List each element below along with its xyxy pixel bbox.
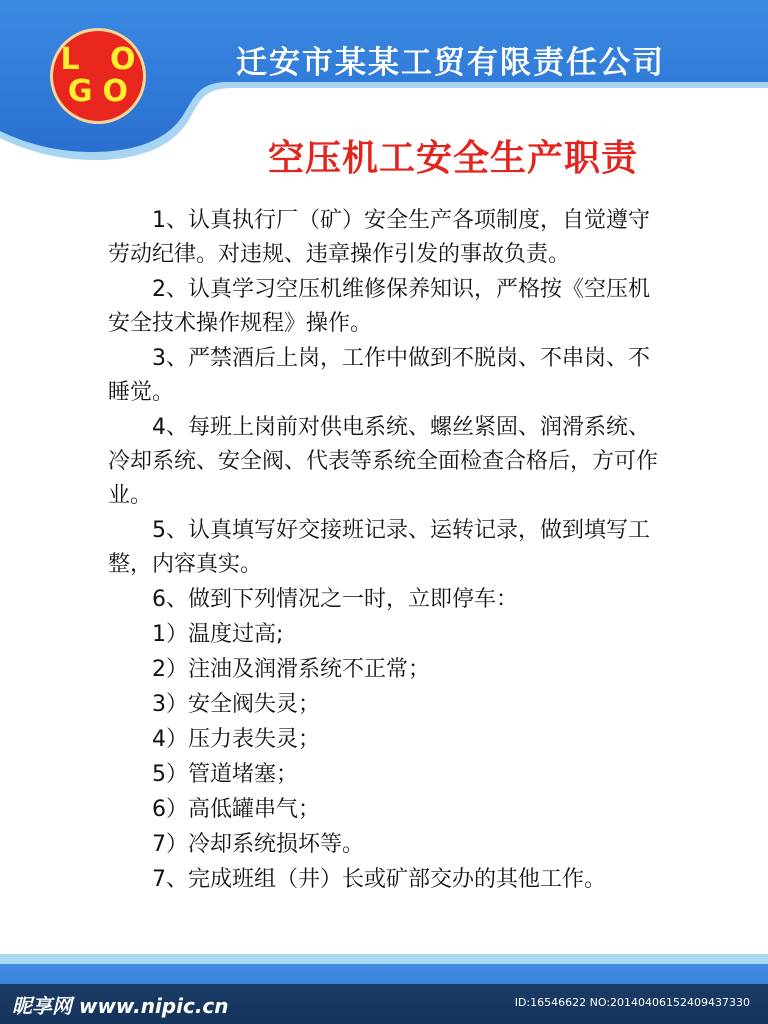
paragraph-4: 4、每班上岗前对供电系统、螺丝紧固、润滑系统、冷却系统、安全阀、代表等系统全面检查合格后，方可作业。 — [108, 415, 659, 508]
sub-item-7: 7）冷却系统损坏等。 — [152, 832, 364, 857]
document-title: 空压机工安全生产职责 — [268, 138, 639, 179]
paragraph-6: 6、做到下列情况之一时，立即停车： — [152, 587, 518, 612]
footer-light-band — [0, 954, 768, 964]
logo-text-line2: GO — [67, 74, 139, 109]
sub-item-5: 5）管道堵塞； — [152, 762, 298, 787]
paragraph-1: 1、认真执行厂（矿）安全生产各项制度，自觉遵守劳动纪律。对违规、违章操作引发的事故负责。 — [108, 208, 650, 267]
paragraph-3: 3、严禁酒后上岗，工作中做到不脱岗、不串岗、不睡觉。 — [108, 346, 650, 405]
sub-item-2: 2）注油及润滑系统不正常； — [152, 657, 430, 682]
sub-item-1: 1）温度过高; — [152, 622, 284, 647]
paragraph-5: 5、认真填写好交接班记录、运转记录，做到填写工整，内容真实。 — [108, 518, 650, 577]
company-name: 迁安市某某工贸有限责任公司 — [236, 45, 665, 81]
paragraph-final: 7、完成班组（井）长或矿部交办的其他工作。 — [152, 867, 606, 892]
sub-item-3: 3）安全阀失灵； — [152, 692, 320, 717]
sub-item-4: 4）压力表失灵； — [152, 727, 320, 752]
watermark-site: 昵享网 www.nipic.cn — [12, 994, 229, 1018]
sub-item-6: 6）高低罐串气； — [152, 797, 320, 822]
paragraph-2: 2、认真学习空压机维修保养知识，严格按《空压机安全技术操作规程》操作。 — [108, 277, 650, 336]
document-body — [108, 204, 668, 898]
watermark-id: ID:16546622 NO:20140406152409437330 — [514, 996, 750, 1009]
logo-text-line1: L O — [60, 42, 146, 77]
company-logo — [50, 28, 146, 124]
